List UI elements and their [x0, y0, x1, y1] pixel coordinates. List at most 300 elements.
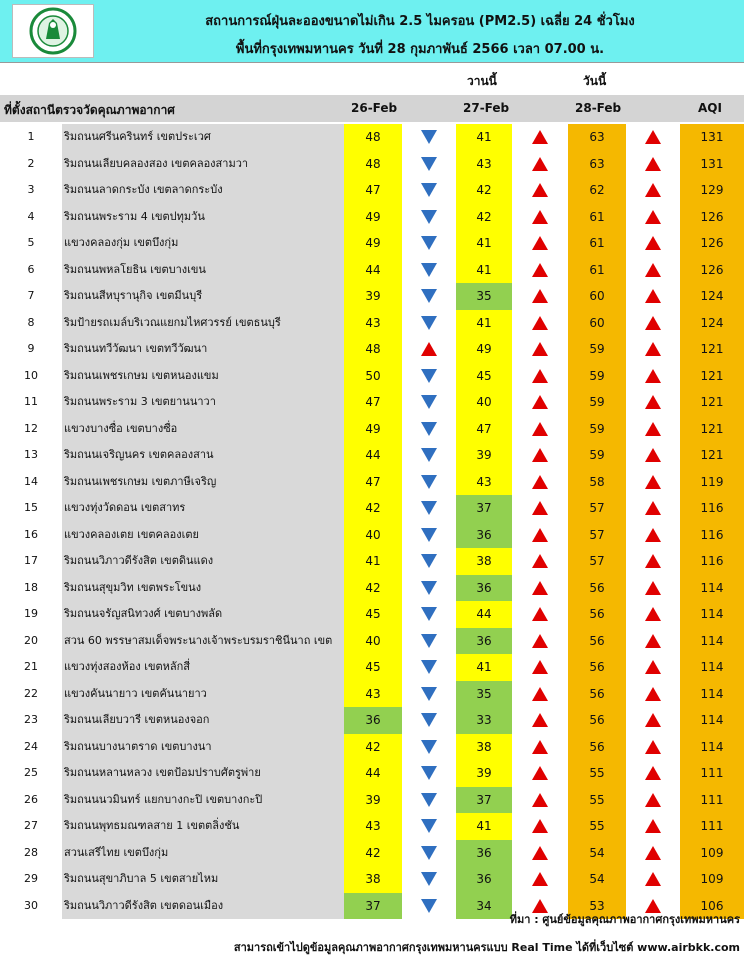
value-27feb: 38: [456, 548, 512, 575]
trend-up-icon: [512, 151, 568, 178]
row-number: 24: [24, 739, 38, 753]
trend-down-icon: [402, 389, 456, 416]
value-27feb: 37: [456, 495, 512, 522]
value-26feb: 39: [344, 283, 402, 310]
trend-down-icon: [402, 310, 456, 337]
aqi-value: 129: [680, 177, 744, 204]
value-28feb: 57: [568, 548, 626, 575]
aqi-value: 114: [680, 628, 744, 655]
station-name: ริมถนนหลานหลวง เขตป้อมปราบศัตรูพ่าย: [62, 760, 344, 787]
value-28feb: 56: [568, 734, 626, 761]
station-name: แขวงคันนายาว เขตคันนายาว: [62, 681, 344, 708]
trend-down-icon: [402, 469, 456, 496]
trend-up-icon: [626, 469, 680, 496]
row-number: 5: [27, 236, 35, 249]
table-row: [0, 230, 744, 257]
station-name: ริมถนนเลียบวารี เขตหนองจอก: [62, 707, 344, 734]
value-27feb: 41: [456, 124, 512, 151]
trend-up-icon: [512, 681, 568, 708]
trend-up-icon: [512, 522, 568, 549]
trend-down-icon: [402, 363, 456, 390]
table-row: [0, 760, 744, 787]
trend-up-icon: [512, 601, 568, 628]
trend-down-icon: [402, 283, 456, 310]
aqi-value: 109: [680, 866, 744, 893]
row-number: 12: [24, 421, 38, 435]
trend-up-icon: [512, 442, 568, 469]
aqi-value: 114: [680, 681, 744, 708]
value-27feb: 41: [456, 230, 512, 257]
table-row: [0, 575, 744, 602]
trend-up-icon: [626, 866, 680, 893]
trend-up-icon: [512, 787, 568, 814]
trend-up-icon: [626, 336, 680, 363]
row-number: 27: [24, 819, 38, 832]
trend-up-icon: [626, 601, 680, 628]
trend-up-icon: [626, 575, 680, 602]
value-28feb: 58: [568, 469, 626, 496]
trend-down-icon: [402, 124, 456, 151]
station-name: ริมถนนลาดกระบัง เขตลาดกระบัง: [62, 177, 344, 204]
row-number: 8: [27, 315, 35, 329]
value-26feb: 47: [344, 469, 402, 496]
aqi-value: 121: [680, 389, 744, 416]
value-26feb: 47: [344, 177, 402, 204]
row-number: 25: [24, 766, 38, 779]
table-row: [0, 283, 744, 310]
aqi-value: 116: [680, 548, 744, 575]
trend-down-icon: [402, 495, 456, 522]
value-27feb: 39: [456, 760, 512, 787]
aqi-value: 111: [680, 787, 744, 814]
row-number: 29: [24, 872, 38, 885]
station-name: ริมถนนจรัญสนิทวงศ์ เขตบางพลัด: [62, 601, 344, 628]
value-27feb: 45: [456, 363, 512, 390]
table-row: [0, 548, 744, 575]
value-27feb: 41: [456, 813, 512, 840]
station-name: แขวงทุ่งวัดดอน เขตสาทร: [62, 495, 344, 522]
trend-down-icon: [402, 787, 456, 814]
trend-up-icon: [626, 389, 680, 416]
value-26feb: 42: [344, 734, 402, 761]
station-name: ริมถนนพระราม 3 เขตยานนาวา: [62, 389, 344, 416]
aqi-value: 114: [680, 601, 744, 628]
value-27feb: 36: [456, 840, 512, 867]
station-name: ริมถนนเจริญนคร เขตคลองสาน: [62, 442, 344, 469]
row-number: 22: [24, 686, 38, 700]
value-26feb: 37: [344, 893, 402, 920]
row-number: 23: [24, 713, 38, 726]
trend-down-icon: [402, 681, 456, 708]
trend-up-icon: [626, 787, 680, 814]
trend-down-icon: [402, 416, 456, 443]
station-table: [0, 124, 744, 919]
station-name: แขวงบางซื่อ เขตบางซื่อ: [62, 416, 344, 443]
value-27feb: 36: [456, 866, 512, 893]
table-row: [0, 866, 744, 893]
value-28feb: 63: [568, 151, 626, 178]
value-28feb: 61: [568, 204, 626, 231]
row-number: 28: [24, 845, 38, 859]
value-27feb: 43: [456, 151, 512, 178]
trend-up-icon: [402, 336, 456, 363]
table-row: [0, 124, 744, 151]
trend-up-icon: [512, 734, 568, 761]
aqi-value: 121: [680, 416, 744, 443]
trend-up-icon: [512, 416, 568, 443]
trend-up-icon: [626, 363, 680, 390]
table-row: [0, 734, 744, 761]
value-26feb: 41: [344, 548, 402, 575]
table-row: [0, 151, 744, 178]
value-26feb: 38: [344, 866, 402, 893]
station-name: สวนเสรีไทย เขตบึงกุ่ม: [62, 840, 344, 867]
value-28feb: 62: [568, 177, 626, 204]
value-26feb: 43: [344, 310, 402, 337]
value-27feb: 33: [456, 707, 512, 734]
row-number: 11: [24, 395, 38, 408]
value-26feb: 48: [344, 336, 402, 363]
trend-up-icon: [626, 177, 680, 204]
station-name: ริมถนนสุขุมวิท เขตพระโขนง: [62, 575, 344, 602]
aqi-value: 121: [680, 442, 744, 469]
value-27feb: 37: [456, 787, 512, 814]
trend-up-icon: [626, 416, 680, 443]
value-28feb: 56: [568, 628, 626, 655]
station-name: ริมถนนพุทธมณฑลสาย 1 เขตตลิ่งชัน: [62, 813, 344, 840]
value-27feb: 38: [456, 734, 512, 761]
aqi-value: 111: [680, 760, 744, 787]
source-note: ที่มา : ศูนย์ข้อมูลคุณภาพอากาศกรุงเทพมหานคร: [509, 913, 740, 926]
value-28feb: 61: [568, 230, 626, 257]
bma-logo-icon: [12, 4, 94, 58]
aqi-value: 124: [680, 310, 744, 337]
trend-down-icon: [402, 760, 456, 787]
table-row: [0, 495, 744, 522]
value-26feb: 49: [344, 204, 402, 231]
row-number: 30: [24, 898, 38, 912]
value-28feb: 56: [568, 681, 626, 708]
row-number: 6: [27, 262, 35, 276]
value-26feb: 48: [344, 124, 402, 151]
value-26feb: 44: [344, 760, 402, 787]
row-number: 2: [27, 156, 35, 170]
table-row: [0, 389, 744, 416]
trend-up-icon: [512, 204, 568, 231]
trend-up-icon: [626, 124, 680, 151]
trend-up-icon: [512, 230, 568, 257]
table-row: [0, 204, 744, 231]
value-28feb: 56: [568, 707, 626, 734]
trend-up-icon: [626, 230, 680, 257]
row-number: 17: [24, 554, 38, 567]
value-27feb: 41: [456, 654, 512, 681]
yesterday-label: วานนี้: [467, 74, 497, 88]
value-27feb: 39: [456, 442, 512, 469]
trend-up-icon: [626, 548, 680, 575]
trend-up-icon: [512, 495, 568, 522]
value-28feb: 54: [568, 866, 626, 893]
table-row: [0, 416, 744, 443]
aqi-value: 126: [680, 204, 744, 231]
value-27feb: 41: [456, 257, 512, 284]
station-name: ริมป้ายรถเมล์บริเวณแยกมไหศวรรย์ เขตธนบุรี: [62, 310, 344, 337]
aqi-value: 114: [680, 575, 744, 602]
station-name: ริมถนนเพชรเกษม เขตภาษีเจริญ: [62, 469, 344, 496]
row-number: 9: [27, 342, 35, 355]
row-number: 3: [27, 183, 35, 196]
col-aqi: AQI: [698, 101, 722, 115]
station-name: ริมถนนนวมินทร์ แยกบางกะปิ เขตบางกะปิ: [62, 787, 344, 814]
table-row: [0, 363, 744, 390]
value-28feb: 57: [568, 522, 626, 549]
trend-down-icon: [402, 575, 456, 602]
value-28feb: 56: [568, 654, 626, 681]
aqi-value: 121: [680, 363, 744, 390]
trend-down-icon: [402, 707, 456, 734]
value-26feb: 42: [344, 575, 402, 602]
aqi-value: 116: [680, 522, 744, 549]
trend-up-icon: [512, 310, 568, 337]
value-27feb: 40: [456, 389, 512, 416]
value-26feb: 49: [344, 416, 402, 443]
table-row: [0, 628, 744, 655]
trend-down-icon: [402, 734, 456, 761]
table-row: [0, 601, 744, 628]
aqi-value: 116: [680, 495, 744, 522]
trend-up-icon: [626, 495, 680, 522]
trend-down-icon: [402, 442, 456, 469]
table-row: [0, 257, 744, 284]
trend-down-icon: [402, 813, 456, 840]
trend-down-icon: [402, 151, 456, 178]
value-28feb: 61: [568, 257, 626, 284]
trend-down-icon: [402, 893, 456, 920]
value-28feb: 60: [568, 310, 626, 337]
trend-up-icon: [626, 204, 680, 231]
row-number: 7: [27, 289, 35, 302]
trend-up-icon: [626, 734, 680, 761]
trend-up-icon: [626, 681, 680, 708]
trend-up-icon: [512, 575, 568, 602]
table-row: [0, 442, 744, 469]
trend-up-icon: [626, 257, 680, 284]
station-name: ริมถนนเลียบคลองสอง เขตคลองสามวา: [62, 151, 344, 178]
value-27feb: 49: [456, 336, 512, 363]
table-row: [0, 707, 744, 734]
trend-down-icon: [402, 840, 456, 867]
value-28feb: 59: [568, 416, 626, 443]
row-number: 13: [24, 448, 38, 461]
value-26feb: 36: [344, 707, 402, 734]
value-28feb: 56: [568, 601, 626, 628]
value-26feb: 45: [344, 601, 402, 628]
trend-up-icon: [626, 151, 680, 178]
row-number: 1: [27, 130, 35, 143]
table-row: [0, 840, 744, 867]
row-number: 20: [24, 633, 38, 647]
value-27feb: 42: [456, 177, 512, 204]
value-28feb: 59: [568, 336, 626, 363]
value-26feb: 44: [344, 442, 402, 469]
row-number: 4: [27, 209, 35, 223]
station-name: ริมถนนพหลโยธิน เขตบางเขน: [62, 257, 344, 284]
value-26feb: 43: [344, 681, 402, 708]
aqi-value: 119: [680, 469, 744, 496]
trend-up-icon: [512, 866, 568, 893]
value-27feb: 43: [456, 469, 512, 496]
table-row: [0, 787, 744, 814]
trend-up-icon: [626, 628, 680, 655]
value-28feb: 59: [568, 442, 626, 469]
trend-up-icon: [626, 760, 680, 787]
value-26feb: 40: [344, 628, 402, 655]
table-row: [0, 813, 744, 840]
station-name: ริมถนนเพชรเกษม เขตหนองแขม: [62, 363, 344, 390]
aqi-value: 126: [680, 257, 744, 284]
value-27feb: 47: [456, 416, 512, 443]
trend-up-icon: [512, 177, 568, 204]
trend-up-icon: [512, 283, 568, 310]
value-26feb: 49: [344, 230, 402, 257]
station-name: สวน 60 พรรษาสมเด็จพระนางเจ้าพระบรมราชินีนาถ เขต: [62, 628, 344, 655]
value-27feb: 35: [456, 681, 512, 708]
value-26feb: 42: [344, 840, 402, 867]
aqi-value: 111: [680, 813, 744, 840]
row-number: 14: [24, 474, 38, 488]
trend-up-icon: [626, 840, 680, 867]
value-26feb: 48: [344, 151, 402, 178]
trend-up-icon: [512, 389, 568, 416]
row-number: 10: [24, 368, 38, 382]
value-28feb: 59: [568, 363, 626, 390]
trend-up-icon: [512, 469, 568, 496]
table-row: [0, 177, 744, 204]
trend-up-icon: [626, 707, 680, 734]
value-28feb: 57: [568, 495, 626, 522]
value-27feb: 36: [456, 522, 512, 549]
value-26feb: 50: [344, 363, 402, 390]
aqi-value: 114: [680, 734, 744, 761]
station-name: ริมถนนวิภาวดีรังสิต เขตดินแดง: [62, 548, 344, 575]
trend-up-icon: [626, 813, 680, 840]
trend-up-icon: [626, 654, 680, 681]
trend-up-icon: [626, 522, 680, 549]
trend-up-icon: [626, 442, 680, 469]
trend-up-icon: [512, 840, 568, 867]
realtime-note: สามารถเข้าไปดูข้อมูลคุณภาพอากาศกรุงเทพมหานครแบบ Real Time ได้ที่เว็บไซต์ www.airbkk.com: [233, 941, 740, 954]
value-28feb: 55: [568, 813, 626, 840]
table-row: [0, 654, 744, 681]
value-26feb: 42: [344, 495, 402, 522]
header-banner: [0, 0, 744, 63]
trend-up-icon: [512, 628, 568, 655]
value-27feb: 35: [456, 283, 512, 310]
station-name: ริมถนนบางนาตราด เขตบางนา: [62, 734, 344, 761]
col-27feb: 27-Feb: [463, 101, 510, 115]
row-number: 16: [24, 527, 38, 541]
trend-up-icon: [512, 760, 568, 787]
trend-down-icon: [402, 204, 456, 231]
table-row: [0, 336, 744, 363]
today-label: วันนี้: [583, 74, 607, 88]
trend-up-icon: [512, 548, 568, 575]
value-28feb: 63: [568, 124, 626, 151]
aqi-value: 121: [680, 336, 744, 363]
trend-down-icon: [402, 230, 456, 257]
aqi-value: 126: [680, 230, 744, 257]
page-subtitle: พื้นที่กรุงเทพมหานคร วันที่ 28 กุมภาพันธ์ 2566 เวลา 07.00 น.: [235, 42, 605, 57]
station-name: แขวงคลองกุ่ม เขตบึงกุ่ม: [62, 230, 344, 257]
station-name: ริมถนนสุขาภิบาล 5 เขตสายไหม: [62, 866, 344, 893]
table-row: [0, 681, 744, 708]
value-28feb: 53: [568, 893, 626, 920]
aqi-value: 131: [680, 151, 744, 178]
value-26feb: 39: [344, 787, 402, 814]
trend-down-icon: [402, 601, 456, 628]
value-27feb: 36: [456, 575, 512, 602]
station-name: แขวงคลองเตย เขตคลองเตย: [62, 522, 344, 549]
trend-up-icon: [512, 336, 568, 363]
station-name: ริมถนนศรีนครินทร์ เขตประเวศ: [62, 124, 344, 151]
row-number: 19: [24, 607, 38, 620]
page-title: สถานการณ์ฝุ่นละอองขนาดไม่เกิน 2.5 ไมครอน (PM2.5) เฉลี่ย 24 ชั่วโมง: [205, 14, 635, 29]
trend-down-icon: [402, 654, 456, 681]
station-name: ริมถนนสีหบุรานุกิจ เขตมีนบุรี: [62, 283, 344, 310]
aqi-value: 109: [680, 840, 744, 867]
trend-up-icon: [512, 813, 568, 840]
value-28feb: 60: [568, 283, 626, 310]
value-28feb: 56: [568, 575, 626, 602]
trend-up-icon: [512, 257, 568, 284]
row-number: 21: [24, 660, 38, 673]
trend-down-icon: [402, 177, 456, 204]
value-27feb: 34: [456, 893, 512, 920]
station-name: แขวงทุ่งสองห้อง เขตหลักสี่: [62, 654, 344, 681]
table-row: [0, 310, 744, 337]
trend-down-icon: [402, 548, 456, 575]
aqi-value: 114: [680, 654, 744, 681]
trend-up-icon: [512, 124, 568, 151]
trend-up-icon: [626, 283, 680, 310]
trend-down-icon: [402, 522, 456, 549]
value-28feb: 59: [568, 389, 626, 416]
station-name: ริมถนนพระราม 4 เขตปทุมวัน: [62, 204, 344, 231]
value-26feb: 43: [344, 813, 402, 840]
value-28feb: 55: [568, 760, 626, 787]
value-28feb: 55: [568, 787, 626, 814]
table-row: [0, 469, 744, 496]
aqi-value: 124: [680, 283, 744, 310]
aqi-value: 131: [680, 124, 744, 151]
value-27feb: 36: [456, 628, 512, 655]
trend-up-icon: [512, 363, 568, 390]
trend-up-icon: [512, 654, 568, 681]
value-27feb: 44: [456, 601, 512, 628]
col-location: ที่ตั้งสถานีตรวจวัดคุณภาพอากาศ: [4, 103, 175, 117]
trend-up-icon: [512, 707, 568, 734]
row-number: 26: [24, 792, 38, 806]
station-name: ริมถนนทวีวัฒนา เขตทวีวัฒนา: [62, 336, 344, 363]
trend-down-icon: [402, 257, 456, 284]
trend-down-icon: [402, 628, 456, 655]
value-28feb: 54: [568, 840, 626, 867]
station-name: ริมถนนวิภาวดีรังสิต เขตดอนเมือง: [62, 893, 344, 920]
row-number: 18: [24, 580, 38, 594]
value-27feb: 41: [456, 310, 512, 337]
value-26feb: 40: [344, 522, 402, 549]
column-header-row: [0, 95, 744, 122]
